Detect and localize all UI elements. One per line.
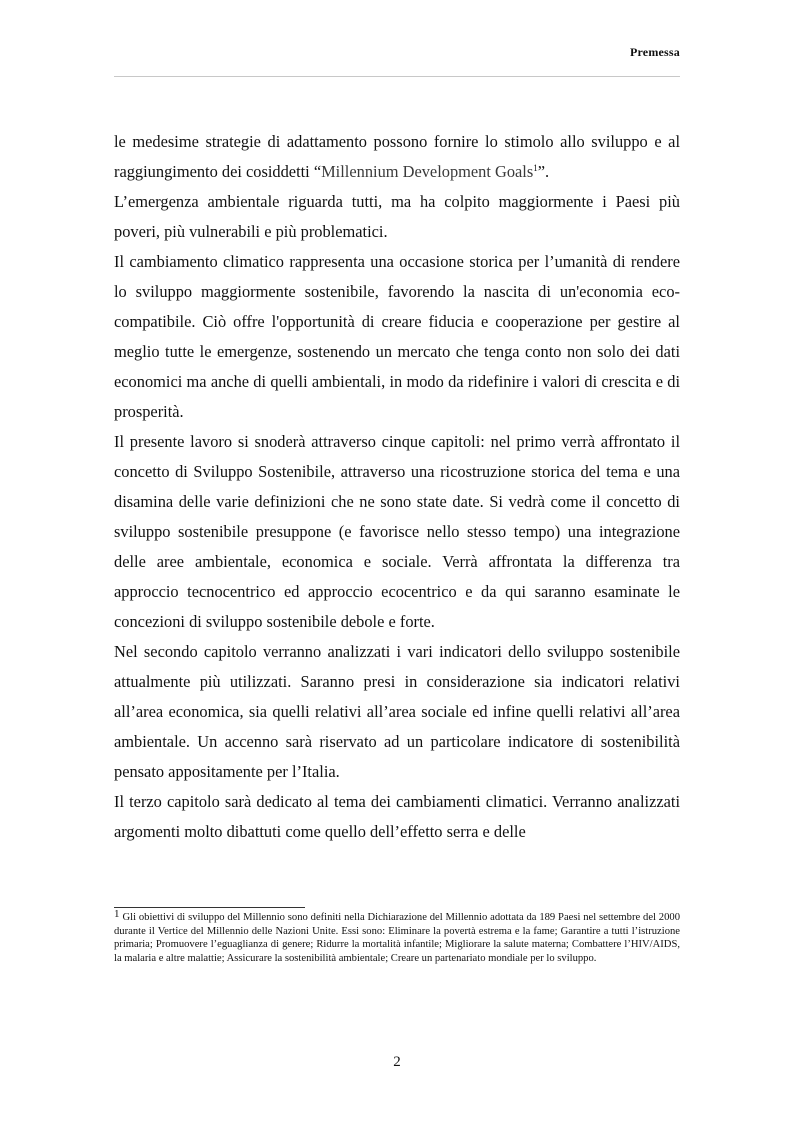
paragraph-4: Il presente lavoro si snoderà attraverso cinque capitoli: nel primo verrà affrontato il concetto di Sviluppo Sostenibile, attraverso una ricostruzione storica del tema e una disamina delle varie definizioni che ne sono state date. Si vedrà come il concetto di sviluppo sostenibile presuppone (e favorisce nello stesso tempo) una integrazione delle aree ambientale, economica e sociale. Verrà affrontata la differenza tra approccio tecnocentrico ed approccio ecocentrico e da qui saranno esaminate le concezioni di sviluppo sostenibile debole e forte.	[114, 432, 680, 631]
running-header-title: Premessa	[629, 45, 680, 59]
page-number: 2	[393, 1054, 401, 1070]
millennium-goals-term: Millennium Development Goals	[321, 162, 534, 181]
paragraph-6: Il terzo capitolo sarà dedicato al tema dei cambiamenti climatici. Verranno analizzati argomenti molto dibattuti come quello dell’effetto serra e delle	[114, 792, 680, 841]
footnote-number: 1	[114, 908, 120, 920]
paragraph-1-text-a: le medesime strategie di adattamento possono fornire lo stimolo allo sviluppo e al raggiungimento dei cosiddetti “	[114, 132, 680, 181]
paragraph-1-text-b: ”.	[537, 162, 550, 181]
footnote-reference-1[interactable]: 1	[533, 163, 538, 173]
header-divider	[114, 76, 680, 77]
body-text	[114, 127, 680, 847]
footnote-text: Gli obiettivi di sviluppo del Millennio sono definiti nella Dichiarazione del Millennio adottata da 189 Paesi nel settembre del 2000 durante il Vertice del Millennio delle Nazioni Unite. Essi sono: Eliminare la povertà estrema e la fame; Garantire a tutti l’istruzione primaria; Promuovere l’eguaglianza di genere; Ridurre la mortalità infantile; Migliorare la salute materna; Combattere l’HIV/AIDS, la malaria e altre malattie; Assicurare la sostenibilità ambientale; Creare un partenariato mondiale per lo sviluppo.	[114, 912, 680, 964]
footnote-divider	[114, 907, 305, 908]
footnote-1	[114, 908, 680, 965]
paragraph-1	[114, 127, 680, 187]
paragraph-3: Il cambiamento climatico rappresenta una occasione storica per l’umanità di rendere lo sviluppo maggiormente sostenibile, favorendo la nascita di un'economia eco-compatibile. Ciò offre l'opportunità di creare fiducia e cooperazione per gestire al meglio tutte le emergenze, sostenendo un mercato che tenga conto non solo dei dati economici ma anche di quelli ambientali, in modo da ridefinire i valori di crescita e di prosperità.	[114, 252, 680, 421]
paragraph-5: Nel secondo capitolo verranno analizzati i vari indicatori dello sviluppo sostenibile attualmente più utilizzati. Saranno presi in considerazione sia indicatori relativi all’area economica, sia quelli relativi all’area sociale ed infine quelli relativi all’area ambientale. Un accenno sarà riservato ad un particolare indicatore di sostenibilità pensato appositamente per l’Italia.	[114, 642, 680, 781]
paragraph-2: L’emergenza ambientale riguarda tutti, ma ha colpito maggiormente i Paesi più poveri, più vulnerabili e più problematici.	[114, 192, 680, 241]
